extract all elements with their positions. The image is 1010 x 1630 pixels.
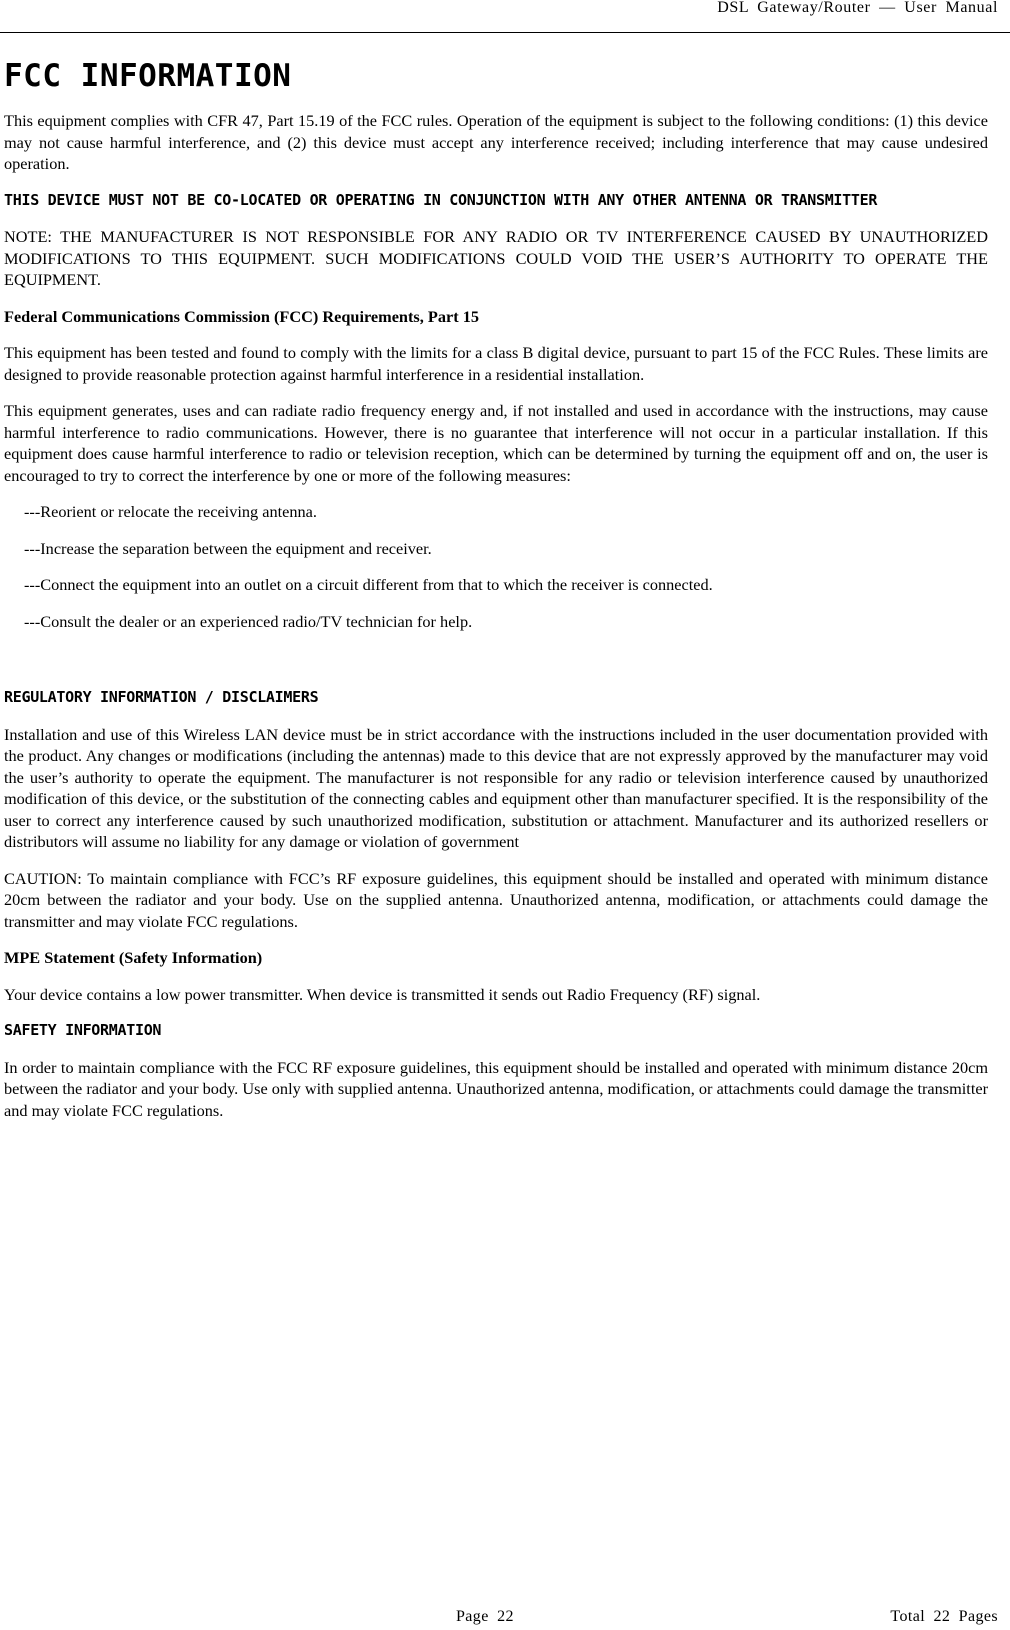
page-footer	[0, 1609, 1010, 1629]
part15-paragraph-2: This equipment generates, uses and can radiate radio frequency energy and, if not installed and used in accordance with the instructions, may cause harmful interference to radio communications. However, there is no guarantee that interference will not occur in a particular installation. If this equipment does cause harmful interference to radio or television reception, which can be determined by turning the equipment off and on, the user is encouraged to try to correct the interference by one or more of the following measures:	[4, 401, 988, 485]
total-pages: Total 22 Pages	[890, 1608, 998, 1625]
intro-paragraph: This equipment complies with CFR 47, Part 15.19 of the FCC rules. Operation of the equipment is subject to the following conditions: (1) this device may not cause harmful interference, and (2) this device must accept any interference received; including interference that may cause undesired operation.	[4, 111, 988, 173]
manufacturer-note: NOTE: THE MANUFACTURER IS NOT RESPONSIBLE FOR ANY RADIO OR TV INTERFERENCE CAUSED BY UNAUTHORIZED MODIFICATIONS TO THIS EQUIPMENT. SUCH MODIFICATIONS COULD VOID THE USER’S AUTHORITY TO OPERATE THE EQUIPMENT.	[4, 227, 988, 289]
header-title: DSL Gateway/Router — User Manual	[717, 0, 998, 16]
caution-paragraph: CAUTION: To maintain compliance with FCC’s RF exposure guidelines, this equipment should be installed and operated with minimum distance 20cm between the radiator and your body. Use on the supplied antenna. Unauthorized antenna, modification, or attachments could damage the transmitter and may violate FCC regulations.	[4, 868, 988, 931]
section-spacer	[4, 647, 988, 687]
page-content	[4, 56, 988, 1136]
page-header	[0, 0, 1010, 33]
regulatory-heading: REGULATORY INFORMATION / DISCLAIMERS	[4, 688, 319, 706]
part15-paragraph-1: This equipment has been tested and found to comply with the limits for a class B digital device, pursuant to part 15 of the FCC Rules. These limits are designed to provide reasonable protection against harmful interference in a residential installation.	[4, 343, 988, 384]
colocation-warning: THIS DEVICE MUST NOT BE CO-LOCATED OR OPERATING IN CONJUNCTION WITH ANY OTHER ANTENNA OR TRANSMITTER	[4, 190, 878, 209]
page-title: FCC INFORMATION	[4, 58, 292, 94]
part15-heading: Federal Communications Commission (FCC) Requirements, Part 15	[4, 306, 479, 326]
measures-list	[4, 501, 988, 632]
safety-heading: SAFETY INFORMATION	[4, 1021, 162, 1039]
list-item: ---Consult the dealer or an experienced radio/TV technician for help.	[24, 611, 473, 631]
mpe-heading: MPE Statement (Safety Information)	[4, 948, 263, 967]
page-number: Page 22	[456, 1608, 514, 1625]
list-item: ---Increase the separation between the equipment and receiver.	[24, 538, 432, 558]
mpe-paragraph: Your device contains a low power transmitter. When device is transmitted it sends out Radio Frequency (RF) signal.	[4, 984, 761, 1004]
safety-paragraph: In order to maintain compliance with the FCC RF exposure guidelines, this equipment should be installed and operated with minimum distance 20cm between the radiator and your body. Use only with supplied antenna. Unauthorized antenna, modification, or attachments could damage the transmitter and may violate FCC regulations.	[4, 1057, 988, 1120]
list-item: ---Connect the equipment into an outlet on a circuit different from that to which the receiver is connected.	[24, 575, 713, 594]
list-item: ---Reorient or relocate the receiving antenna.	[24, 502, 317, 521]
regulatory-paragraph: Installation and use of this Wireless LAN device must be in strict accordance with the instructions included in the user documentation provided with the product. Any changes or modifications (including the antennas) made to this device that are not expressly approved by the manufacturer may void the user’s authority to operate the equipment. The manufacturer is not responsible for any radio or television interference caused by unauthorized modification of this device, or the substitution of the connecting cables and equipment other than manufacturer specified. It is the responsibility of the user to correct any interference caused by such unauthorized modification, substitution or attachment. Manufacturer and its authorized resellers or distributors will assume no liability for any damage or violation of government	[4, 724, 988, 851]
